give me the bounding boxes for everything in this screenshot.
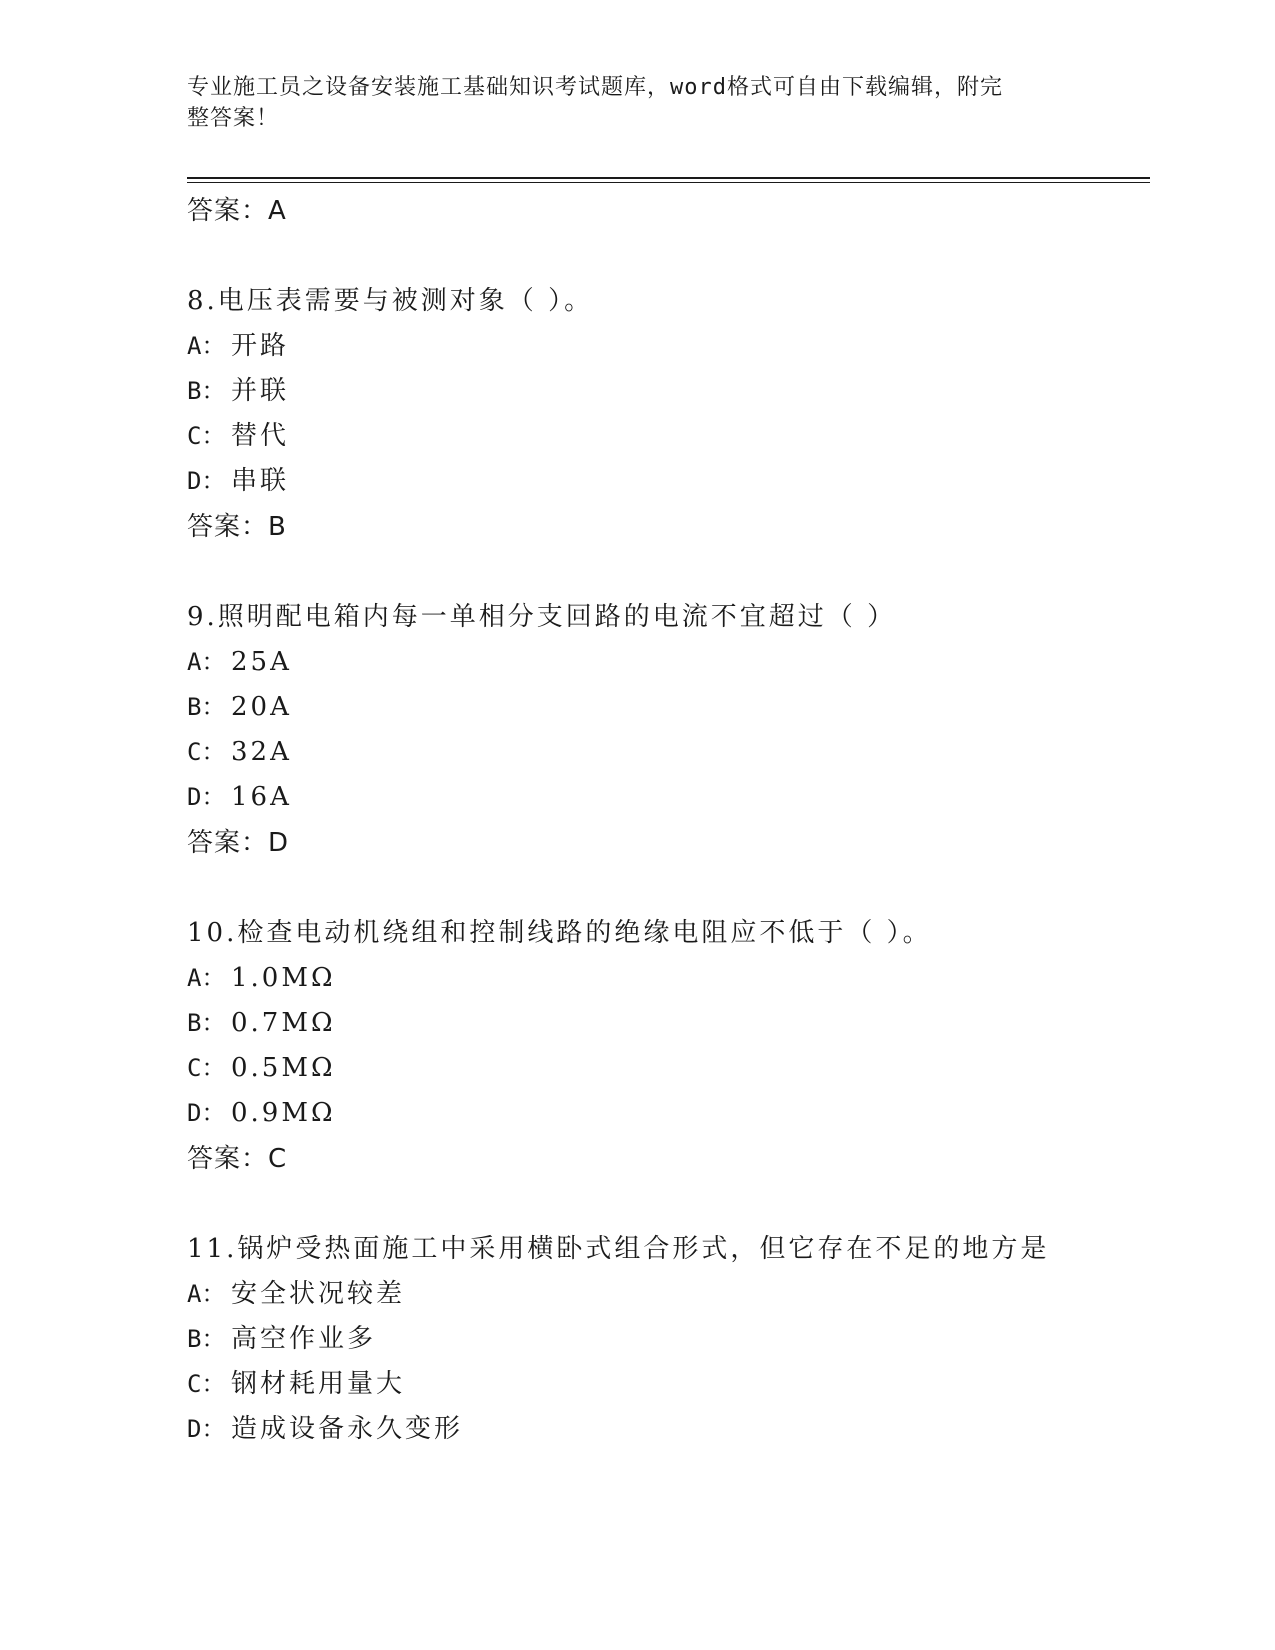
answer-line: 答案：A — [187, 196, 287, 226]
option-d — [187, 1091, 1147, 1136]
question-block — [187, 1226, 1147, 1452]
option-text: 开路 — [231, 331, 290, 361]
page-header — [187, 72, 1067, 134]
option-letter: D： — [187, 1099, 226, 1127]
option-text: 0.5MΩ — [231, 1053, 336, 1083]
header-line-1: 专业施工员之设备安装施工基础知识考试题库，word格式可自由下载编辑，附完 — [187, 75, 1003, 100]
option-letter: A： — [187, 648, 226, 676]
header-rule-thin — [187, 182, 1150, 183]
option-letter: A： — [187, 964, 226, 992]
option-letter: A： — [187, 332, 226, 360]
option-a — [187, 640, 1147, 685]
option-text: 串联 — [231, 466, 290, 496]
option-letter: C： — [187, 738, 226, 766]
option-c — [187, 414, 1147, 459]
option-a — [187, 956, 1147, 1001]
option-c — [187, 1046, 1147, 1091]
option-c — [187, 730, 1147, 775]
option-letter: B： — [187, 693, 226, 721]
option-d — [187, 1407, 1147, 1452]
question-stem: 8.电压表需要与被测对象（ ）。 — [187, 286, 594, 316]
question-list — [187, 188, 1147, 1452]
question-block — [187, 594, 1147, 866]
option-a — [187, 324, 1147, 369]
option-b — [187, 369, 1147, 414]
option-b — [187, 1317, 1147, 1362]
option-d — [187, 459, 1147, 504]
answer-line: 答案：C — [187, 1144, 288, 1174]
option-letter: B： — [187, 1009, 226, 1037]
option-b — [187, 685, 1147, 730]
option-letter: C： — [187, 422, 226, 450]
option-d — [187, 775, 1147, 820]
option-text: 钢材耗用量大 — [231, 1369, 406, 1399]
option-letter: B： — [187, 1325, 226, 1353]
option-text: 20A — [231, 692, 292, 722]
question-block — [187, 278, 1147, 550]
option-letter: A： — [187, 1280, 226, 1308]
option-text: 并联 — [231, 376, 290, 406]
answer-line: 答案：D — [187, 828, 290, 858]
option-b — [187, 1001, 1147, 1046]
option-text: 造成设备永久变形 — [231, 1414, 464, 1444]
option-letter: B： — [187, 377, 226, 405]
question-block — [187, 910, 1147, 1182]
question-stem: 10.检查电动机绕组和控制线路的绝缘电阻应不低于（ ）。 — [187, 918, 932, 948]
option-letter: D： — [187, 783, 226, 811]
question-stem: 11.锅炉受热面施工中采用横卧式组合形式，但它存在不足的地方是 — [187, 1234, 1050, 1264]
header-line-2: 整答案！ — [187, 106, 280, 131]
option-text: 高空作业多 — [231, 1324, 377, 1354]
option-text: 1.0MΩ — [231, 963, 336, 993]
option-c — [187, 1362, 1147, 1407]
option-text: 替代 — [231, 421, 290, 451]
option-text: 0.7MΩ — [231, 1008, 336, 1038]
option-letter: C： — [187, 1370, 226, 1398]
option-text: 16A — [231, 782, 292, 812]
option-letter: C： — [187, 1054, 226, 1082]
question-stem: 9.照明配电箱内每一单相分支回路的电流不宜超过（ ） — [187, 602, 897, 632]
option-text: 32A — [231, 737, 292, 767]
option-letter: D： — [187, 1415, 226, 1443]
option-letter: D： — [187, 467, 226, 495]
option-text: 25A — [231, 647, 292, 677]
option-text: 0.9MΩ — [231, 1098, 336, 1128]
option-a — [187, 1272, 1147, 1317]
answer-line: 答案：B — [187, 512, 287, 542]
option-text: 安全状况较差 — [231, 1279, 406, 1309]
header-rule-thick — [187, 177, 1150, 179]
